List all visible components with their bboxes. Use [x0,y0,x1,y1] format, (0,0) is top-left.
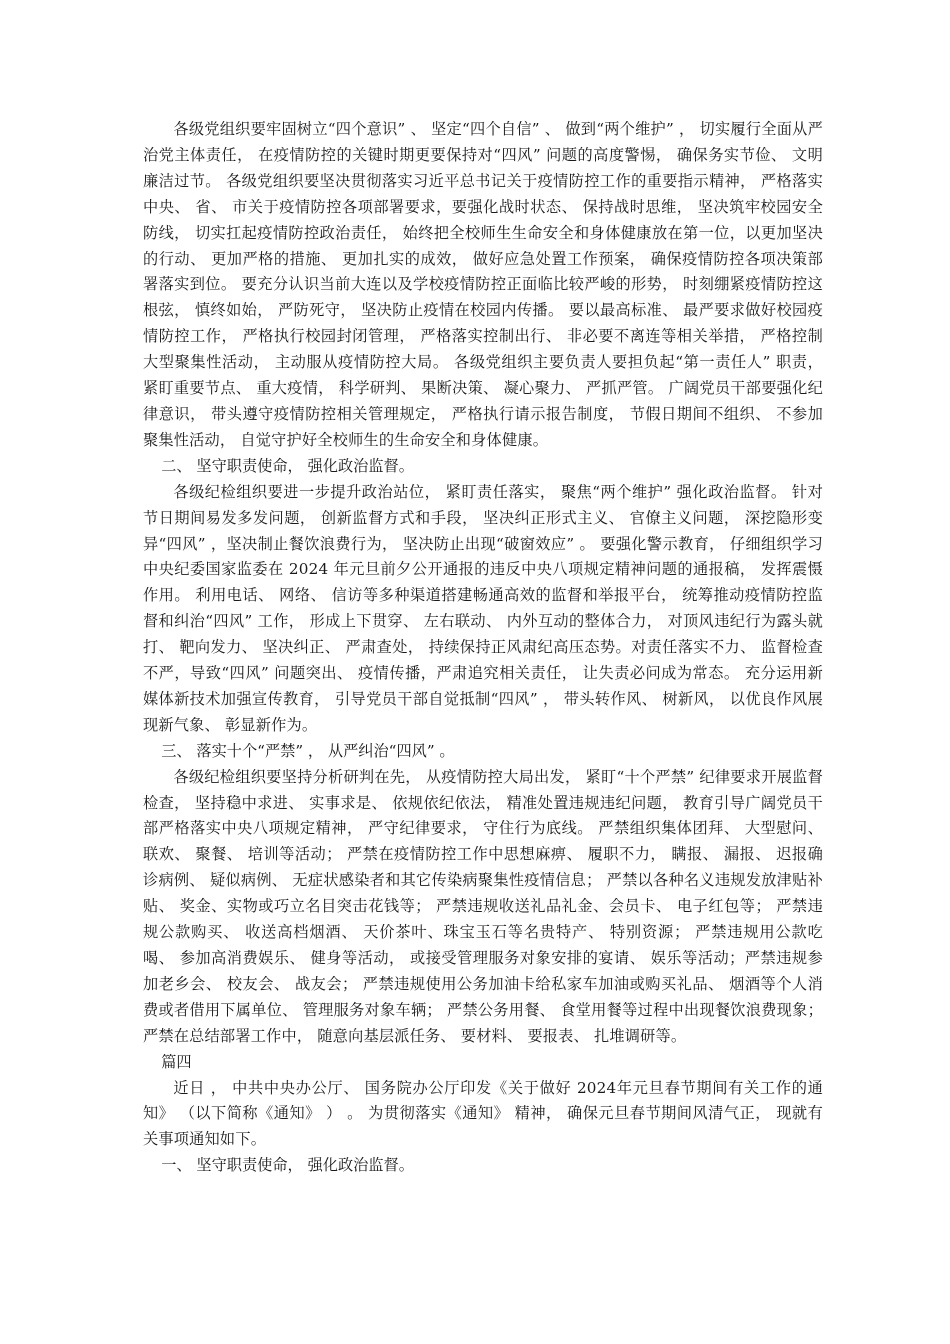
paragraph-ten-prohibitions: 各级纪检组织要坚持分析研判在先， 从疫情防控大局出发， 紧盯“十个严禁” 纪律要求开展监督检查， 坚持稳中求进、 实事求是、 依规依纪依法， 精准处置违规违纪问题， 教育引导广阔党员干部严格落实中央八项规定精神， 严守纪律要求， 守住行为底线。 严禁组织集体团拜、 大型慰问、 联欢、 聚餐、 培训等活动； 严禁在疫情防控工作中思想麻痹、 履职不力， 瞒报、 漏报、 迟报确诊病例、 疑似病例、 无症状感染者和其它传染病聚集性疫情信息； 严禁以各种名义违规发放津贴补贴、 奖金、实物或巧立名目突击花钱等； 严禁违规收送礼品礼金、会员卡、 电子红包等； 严禁违规公款购买、 收送高档烟酒、 天价茶叶、珠宝玉石等名贵特产、 特别资源； 严禁违规用公款吃喝、 参加高消费娱乐、 健身等活动， 或接受管理服务对象安排的宴请、 娱乐等活动；严禁违规参加老乡会、 校友会、 战友会； 严禁违规使用公务加油卡给私家车加油或购买礼品、 烟酒等个人消费或者借用下属单位、 管理服务对象车辆； 严禁公务用餐、 食堂用餐等过程中出现餐饮浪费现象；严禁在总结部署工作中， 随意向基层派任务、 要材料、 要报表、 扎堆调研等。 [143,767,823,1045]
section-heading-three: 三、 落实十个“严禁” ， 从严纠治“四风” 。 [161,741,455,760]
chapter-heading-four: 篇四 [161,1052,192,1071]
paragraph-party-organizations: 各级党组织要牢固树立“四个意识” 、 坚定“四个自信” 、 做到“两个维护” ， 切实履行全面从严治党主体责任， 在疫情防控的关键时期更要保持对“四风” 问题的高度警惕， 确保务实节俭、 文明廉洁过节。 各级党组织要坚决贯彻落实习近平总书记关于疫情防控工作的重要指示精神， 严格落实中央、 省、 市关于疫情防控各项部署要求，要强化战时状态、 保持战时思维， 坚决筑牢校园安全防线， 切实扛起疫情防控政治责任， 始终把全校师生生命安全和身体健康放在第一位，以更加坚决的行动、 更加严格的措施、 更加扎实的成效， 做好应急处置工作预案， 确保疫情防控各项决策部署落实到位。 要充分认识当前大连以及学校疫情防控正面临比较严峻的形势， 时刻绷紧疫情防控这根弦， 慎终如始， 严防死守， 坚决防止疫情在校园内传播。 要以最高标准、 最严要求做好校园疫情防控工作， 严格执行校园封闭管理， 严格落实控制出行、 非必要不离连等相关举措， 严格控制大型聚集性活动， 主动服从疫情防控大局。 各级党组织主要负责人要担负起“第一责任人” 职责， 紧盯重要节点、 重大疫情， 科学研判、 果断决策、 凝心聚力、 严抓严管。 广阔党员干部要强化纪律意识， 带头遵守疫情防控相关管理规定， 严格执行请示报告制度， 节假日期间不组织、 不参加聚集性活动， 自觉守护好全校师生的生命安全和身体健康。 [143,120,823,449]
paragraph-notice-intro: 近日 ， 中共中央办公厅、 国务院办公厅印发《关于做好 2024年元旦春节期间有关工作的通知》 （以下简称《通知》 ） 。 为贯彻落实《通知》 精神， 确保元旦春节期间风清气正， 现就有关事项通知如下。 [143,1078,823,1149]
section-heading-two: 二、 坚守职责使命， 强化政治监督。 [161,456,414,475]
document-body [143,117,823,1179]
section-heading-one: 一、 坚守职责使命， 强化政治监督。 [161,1156,414,1175]
paragraph-discipline-inspection: 各级纪检组织要进一步提升政治站位， 紧盯责任落实， 聚焦“两个维护” 强化政治监督。 针对节日期间易发多发问题， 创新监督方式和手段， 坚决纠正形式主义、 官僚主义问题， 深挖隐形变异“四风” ，坚决制止餐饮浪费行为， 坚决防止出现“破窗效应” 。 要强化警示教育， 仔细组织学习中央纪委国家监委在 2024 年元旦前夕公开通报的违反中央八项规定精神问题的通报稿， 发挥震慑作用。 利用电话、 网络、 信访等多种渠道搭建畅通高效的监督和举报平台， 统筹推动疫情防控监督和纠治“四风” 工作， 形成上下贯穿、 左右联动、 内外互动的整体合力， 对顶风违纪行为露头就打、 靶向发力、 坚决纠正、 严肃查处， 持续保持正风肃纪高压态势。对责任落实不力、 监督检查不严，导致“四风” 问题突出、 疫情传播，严肃追究相关责任， 让失责必问成为常态。 充分运用新媒体新技术加强宣传教育， 引导党员干部自觉抵制“四风” ， 带头转作风、 树新风， 以优良作风展现新气象、 彰显新作为。 [143,482,823,734]
